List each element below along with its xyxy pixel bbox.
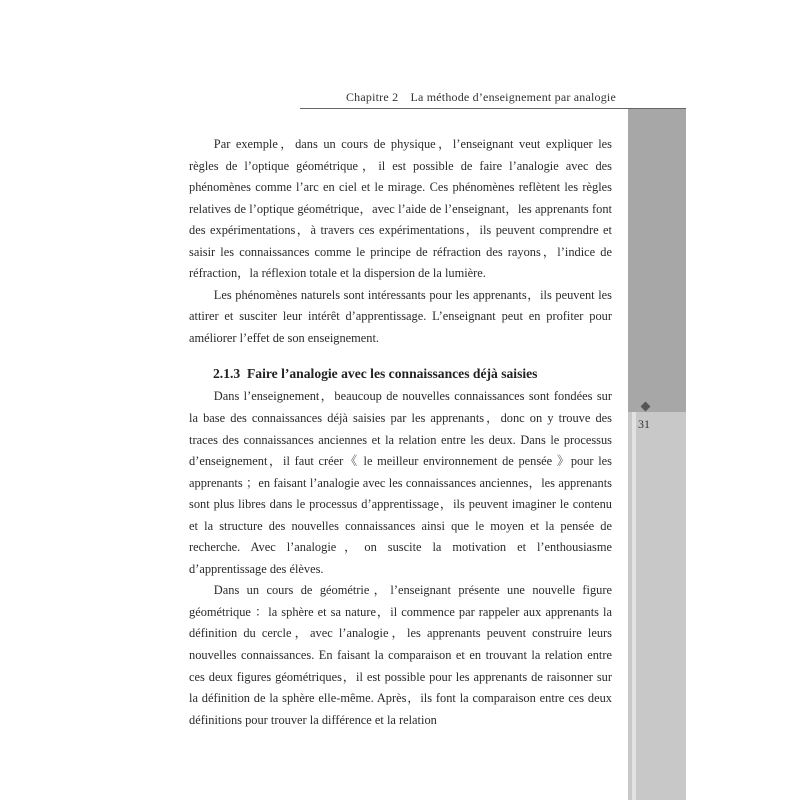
paragraph: Dans un cours de géométrie，l’enseignant présente une nouvelle figure géométrique ：la sphère et sa nature，il commence par rappeler aux apprenants la définition du cercle，avec l’analogie，les apprenants peuvent construire leurs nouvelles connaissances. En faisant la comparaison et en trouvant la relation entre ces deux figures géométriques，il est possible pour les apprenants de raisonner sur la définition de la sphère elle-même. Après，ils font la comparaison entre ces deux définitions pour trouver la différence et la relation [189, 583, 612, 727]
page-number: 31 [638, 417, 650, 431]
paragraph: Par exemple，dans un cours de physique，l’enseignant veut expliquer les règles de l’optique géométrique，il est possible de faire l’analogie avec des phénomènes comme l’arc en ciel et le mirage. Ces phénomènes reflètent les règles relatives de l’optique géométrique，avec l’aide de l’enseignant，les apprenants font des expérimentations，à travers ces expérimentations，ils peuvent comprendre et saisir les connaissances comme le principe de réfraction des rayons，l’indice de réfraction，la réflexion totale et la dispersion de la lumière. [189, 137, 612, 281]
section-title: Faire l’analogie avec les connaissances déjà saisies [246, 366, 538, 382]
body-text [189, 134, 612, 731]
paragraph: Dans l’enseignement，beaucoup de nouvelles connaissances sont fondées sur la base des connaissances déjà saisies par les apprenants，donc on y trouve des traces des connaissances anciennes et la relation entre les deux. Dans le processus d’enseignement，il faut créer《 le meilleur environnement de pensée 》pour les apprenants ；en faisant l’analogie avec les connaissances anciennes，les apprenants sont plus libres dans le processus d’apprentissage，ils peuvent imaginer le contenu et la structure des nouvelles connaissances ainsi que le moyen et la pensée de recherche. Avec l’analogie，on suscite la motivation et l’enthousiasme d’apprentissage des élèves. [189, 389, 612, 576]
paragraph: Les phénomènes naturels sont intéressants pour les apprenants，ils peuvent les attirer et susciter leur intérêt d’apprentissage. L’enseignant peut en profiter pour améliorer l’effet de son enseignement. [189, 287, 612, 345]
section-heading [189, 362, 612, 386]
running-header: Chapitre 2 La méthode d’enseignement par analogie [345, 90, 616, 104]
side-margin-band-dark [628, 109, 686, 412]
section-number: 2.1.3 [213, 366, 241, 382]
side-margin-stripe [632, 412, 636, 800]
